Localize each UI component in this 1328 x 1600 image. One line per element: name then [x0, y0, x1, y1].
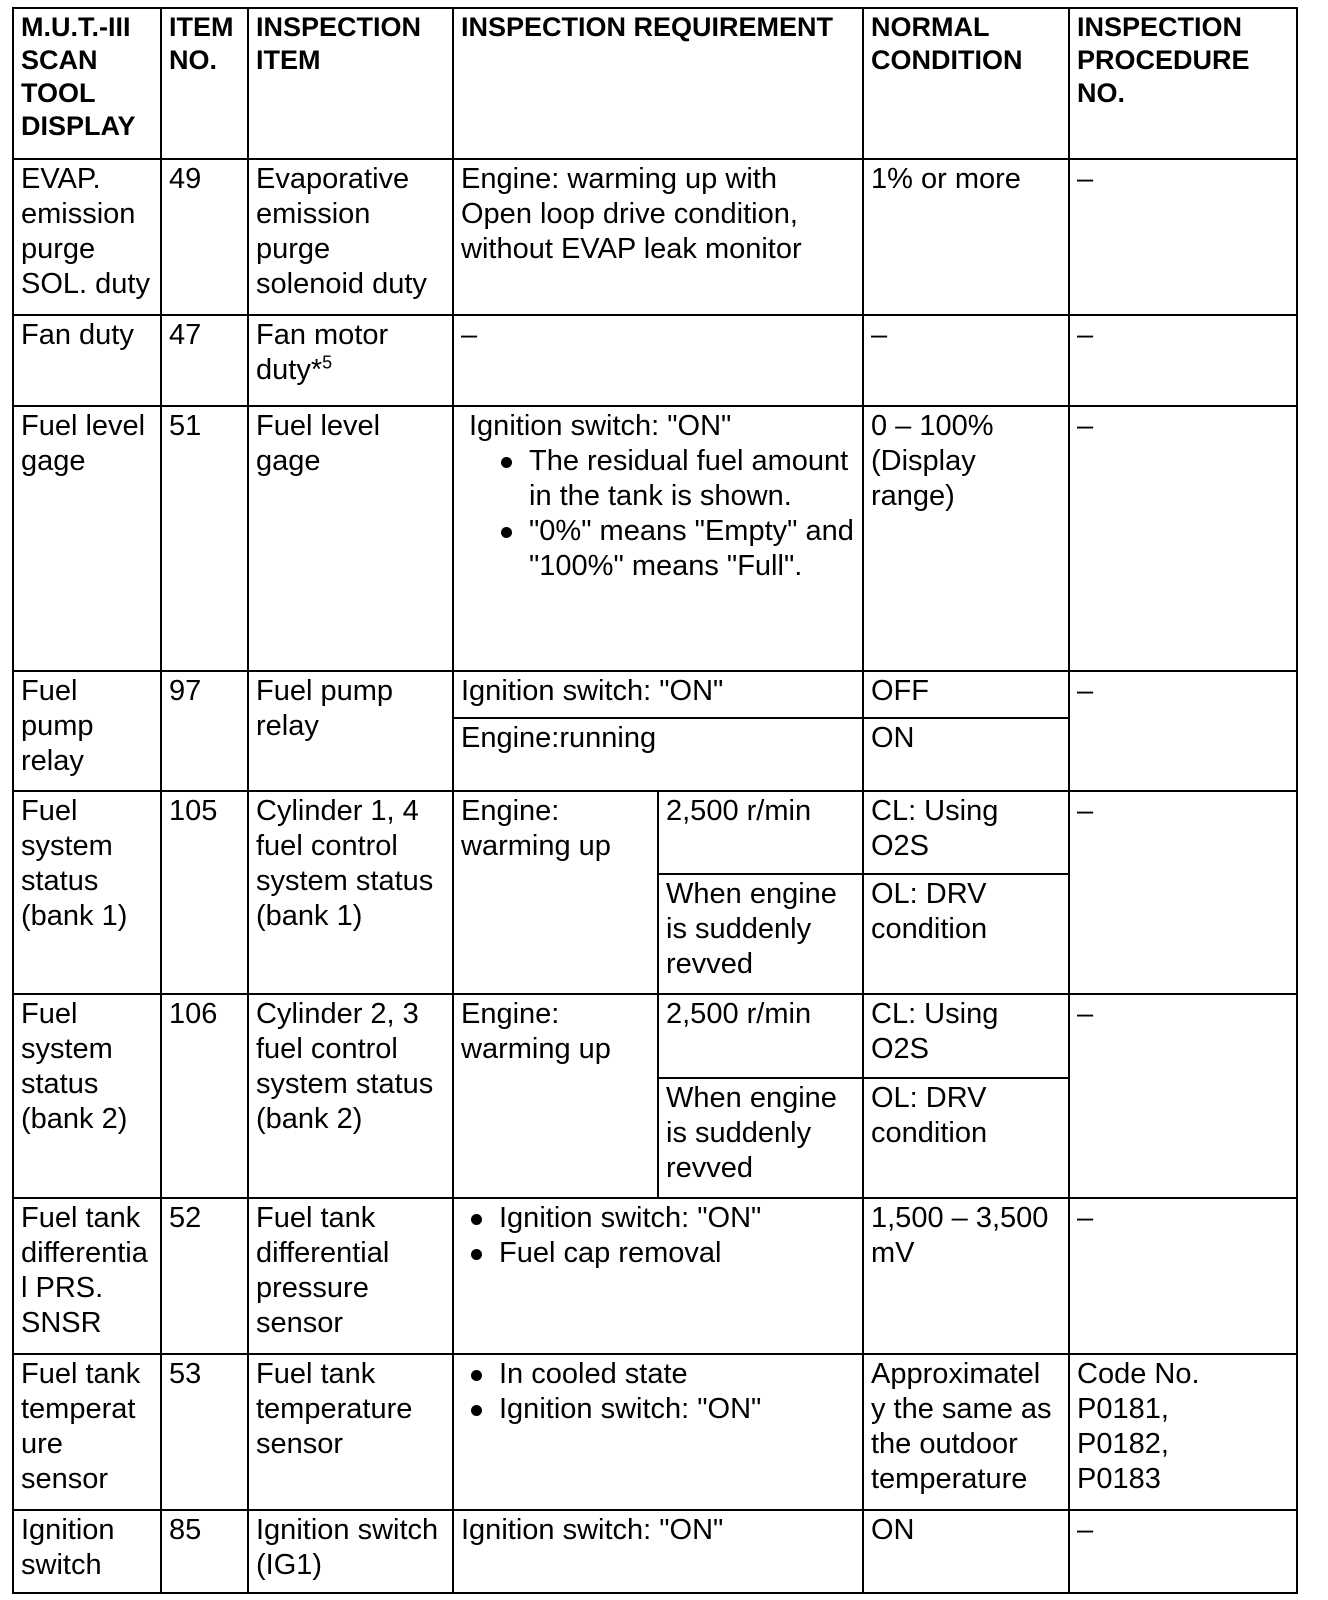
- cell-requirement: [453, 1198, 863, 1354]
- cell-item: Cylinder 2, 3 fuel control system status (bank 2): [248, 994, 453, 1197]
- cell-normal: OFF: [863, 671, 1069, 718]
- cell-normal: ON: [863, 1510, 1069, 1593]
- item-text: Fan motor duty*: [256, 318, 389, 386]
- cell-item-no: 97: [161, 671, 248, 791]
- cell-display: Fuel system status (bank 2): [13, 994, 161, 1197]
- procedure-line: P0182,: [1077, 1427, 1169, 1460]
- cell-requirement: Engine:running: [453, 718, 863, 791]
- header-normal-condition: NORMAL CONDITION: [863, 8, 1069, 159]
- table-row: [13, 159, 1297, 315]
- footnote-ref: 5: [322, 352, 333, 373]
- cell-procedure: –: [1069, 1510, 1297, 1593]
- cell-display: EVAP. emission purge SOL. duty: [13, 159, 161, 315]
- cell-normal: OL: DRV condition: [863, 874, 1069, 994]
- cell-display: Fuel level gage: [13, 406, 161, 671]
- table-row: [13, 994, 1297, 1077]
- list-item: Fuel cap removal: [499, 1236, 855, 1271]
- cell-item: Ignition switch (IG1): [248, 1510, 453, 1593]
- cell-normal: ON: [863, 718, 1069, 791]
- cell-normal: Approximatel y the same as the outdoor temperature: [863, 1354, 1069, 1510]
- cell-display: Fuel tank temperat ure sensor: [13, 1354, 161, 1510]
- table-row: [13, 1354, 1297, 1510]
- table-row: [13, 791, 1297, 874]
- cell-procedure: –: [1069, 994, 1297, 1197]
- cell-procedure: –: [1069, 671, 1297, 791]
- header-row: [13, 8, 1297, 159]
- requirement-title: Ignition switch: "ON": [469, 410, 732, 443]
- cell-item: [248, 315, 453, 406]
- cell-procedure: –: [1069, 1198, 1297, 1354]
- cell-normal: CL: Using O2S: [863, 994, 1069, 1077]
- cell-normal: –: [863, 315, 1069, 406]
- cell-item-no: 52: [161, 1198, 248, 1354]
- requirement-list: [461, 1357, 855, 1427]
- cell-display: Ignition switch: [13, 1510, 161, 1593]
- cell-requirement: [453, 406, 863, 671]
- list-item: In cooled state: [499, 1357, 855, 1392]
- inspection-table: [12, 7, 1298, 1594]
- list-item: "0%" means "Empty" and "100%" means "Full".: [529, 515, 854, 583]
- cell-condition: 2,500 r/min: [658, 994, 863, 1077]
- cell-normal: CL: Using O2S: [863, 791, 1069, 874]
- cell-item-no: 51: [161, 406, 248, 671]
- header-inspection-item: INSPECTION ITEM: [248, 8, 453, 159]
- cell-normal: 1,500 – 3,500 mV: [863, 1198, 1069, 1354]
- table-row: [13, 671, 1297, 718]
- cell-item: Fuel tank temperature sensor: [248, 1354, 453, 1510]
- cell-condition: When engine is suddenly revved: [658, 1078, 863, 1198]
- table-row: [13, 315, 1297, 406]
- cell-requirement: Ignition switch: "ON": [453, 671, 863, 718]
- table-row: [13, 1198, 1297, 1354]
- cell-requirement: Engine: warming up with Open loop drive condition, without EVAP leak monitor: [453, 159, 863, 315]
- table-row: [13, 406, 1297, 671]
- cell-display: Fan duty: [13, 315, 161, 406]
- cell-requirement: Ignition switch: "ON": [453, 1510, 863, 1593]
- cell-item: Evaporative emission purge solenoid duty: [248, 159, 453, 315]
- procedure-line: P0183: [1077, 1462, 1161, 1495]
- cell-display: Fuel tank differentia l PRS. SNSR: [13, 1198, 161, 1354]
- cell-display: Fuel pump relay: [13, 671, 161, 791]
- cell-requirement: [453, 1354, 863, 1510]
- header-display: M.U.T.-III SCAN TOOL DISPLAY: [13, 8, 161, 159]
- cell-item-no: 105: [161, 791, 248, 994]
- cell-item-no: 47: [161, 315, 248, 406]
- cell-item-no: 49: [161, 159, 248, 315]
- cell-requirement: Engine: warming up: [453, 791, 658, 994]
- list-item: The residual fuel amount in the tank is shown.: [529, 444, 855, 514]
- cell-display: Fuel system status (bank 1): [13, 791, 161, 994]
- cell-item: Fuel tank differential pressure sensor: [248, 1198, 453, 1354]
- cell-item-no: 85: [161, 1510, 248, 1593]
- header-procedure-no: INSPECTION PROCEDURE NO.: [1069, 8, 1297, 159]
- list-item: Ignition switch: "ON": [499, 1201, 855, 1236]
- cell-procedure: –: [1069, 406, 1297, 671]
- header-requirement: INSPECTION REQUIREMENT: [453, 8, 863, 159]
- requirement-list: [461, 1201, 855, 1271]
- table-row: [13, 1510, 1297, 1593]
- procedure-line: Code No.: [1077, 1357, 1200, 1390]
- cell-item-no: 106: [161, 994, 248, 1197]
- cell-procedure: –: [1069, 159, 1297, 315]
- cell-normal: 0 – 100% (Display range): [863, 406, 1069, 671]
- cell-normal: OL: DRV condition: [863, 1078, 1069, 1198]
- cell-procedure: –: [1069, 791, 1297, 994]
- cell-requirement: Engine: warming up: [453, 994, 658, 1197]
- cell-normal: 1% or more: [863, 159, 1069, 315]
- cell-condition: When engine is suddenly revved: [658, 874, 863, 994]
- cell-item: Cylinder 1, 4 fuel control system status (bank 1): [248, 791, 453, 994]
- cell-item: Fuel level gage: [248, 406, 453, 671]
- cell-procedure: [1069, 1354, 1297, 1510]
- cell-requirement: –: [453, 315, 863, 406]
- cell-item-no: 53: [161, 1354, 248, 1510]
- requirement-list: [461, 444, 855, 584]
- list-item: Ignition switch: "ON": [499, 1392, 855, 1427]
- cell-condition: 2,500 r/min: [658, 791, 863, 874]
- cell-item: Fuel pump relay: [248, 671, 453, 791]
- procedure-line: P0181,: [1077, 1392, 1169, 1425]
- cell-procedure: –: [1069, 315, 1297, 406]
- header-item-no: ITEM NO.: [161, 8, 248, 159]
